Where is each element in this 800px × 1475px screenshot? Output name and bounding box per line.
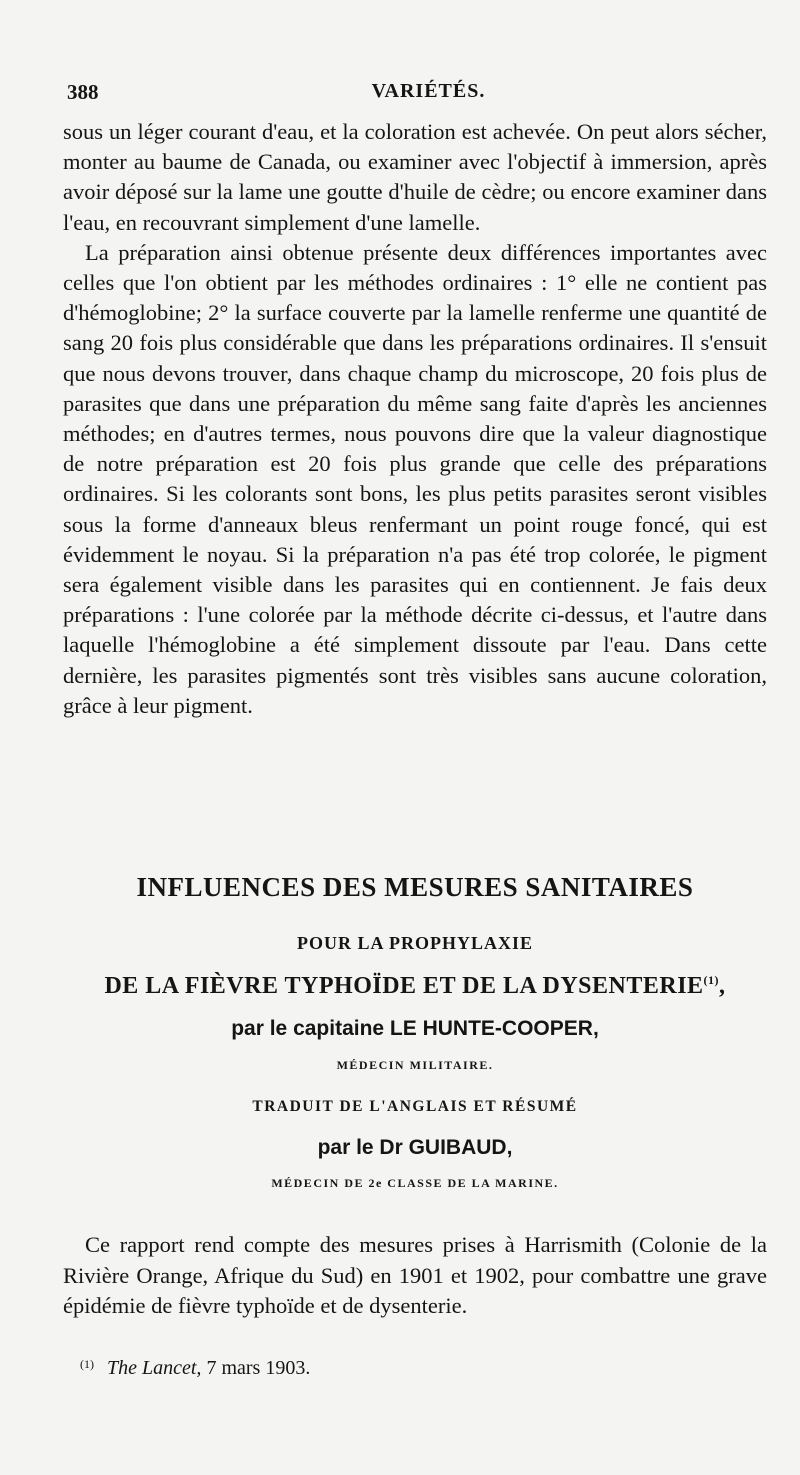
article-title: INFLUENCES DES MESURES SANITAIRES bbox=[136, 872, 694, 902]
footnote-reference: (1) bbox=[703, 973, 720, 987]
running-head: VARIÉTÉS. bbox=[371, 80, 486, 102]
footnote-mark: (1) bbox=[80, 1357, 94, 1371]
footnote-journal: The Lancet, bbox=[107, 1357, 202, 1379]
paragraph-continuation: sous un léger courant d'eau, et la coloration est achevée. On peut alors sécher, monter au baume de Canada, ou examiner avec l'objectif à immersion, après avoir déposé sur la lame une goutte d'huile de cèdre; ou encore examiner dans l'eau, en recouvrant simplement d'une lamelle. bbox=[63, 119, 767, 235]
author-role: MÉDECIN MILITAIRE. bbox=[336, 1058, 494, 1072]
translation-note: TRADUIT DE L'ANGLAIS ET RÉSUMÉ bbox=[252, 1098, 578, 1115]
body-text bbox=[63, 117, 767, 721]
footnote bbox=[80, 1357, 310, 1380]
footnote-date: 7 mars 1903. bbox=[206, 1357, 311, 1379]
page-header bbox=[67, 80, 760, 110]
translator-role: MÉDECIN DE 2e CLASSE DE LA MARINE. bbox=[271, 1176, 559, 1190]
translator: par le Dr GUIBAUD, bbox=[317, 1136, 513, 1159]
article-subtitle: POUR LA PROPHYLAXIE bbox=[296, 933, 533, 953]
page-number: 388 bbox=[67, 80, 99, 104]
article-subtitle-2-text: DE LA FIÈVRE TYPHOÏDE ET DE LA DYSENTERIE bbox=[104, 973, 704, 999]
article-first-paragraph: Ce rapport rend compte des mesures prises à Harrismith (Colonie de la Rivière Orange, Afrique du Sud) en 1901 et 1902, pour combattre une grave épidémie de fièvre typhoïde et de dysenterie. bbox=[63, 1232, 767, 1318]
paragraph: La préparation ainsi obtenue présente deux différences importantes avec celles que l'on obtient par les méthodes ordinaires : 1° elle ne contient pas d'hémoglobine; 2° la surface couverte par la lamelle renferme une quantité de sang 20 fois plus considérable que dans les préparations ordinaires. Il s'ensuit que nous devons trouver, dans chaque champ du microscope, 20 fois plus de parasites que dans une préparation du même sang faite d'après les anciennes méthodes; en d'autres termes, nous pouvons dire que la valeur diagnostique de notre préparation est 20 fois plus grande que celle des préparations ordinaires. Si les colorants sont bons, les plus petits parasites seront visibles sous la forme d'anneaux bleus renfermant un point rouge foncé, qui est évidemment le noyau. Si la préparation n'a pas été trop colorée, le pigment sera également visible dans les parasites qui en contiennent. Je fais deux préparations : l'une colorée par la méthode décrite ci-dessus, et l'autre dans laquelle l'hémoglobine a été simplement dissoute par l'eau. Dans cette dernière, les parasites pigmentés sont très visibles sans aucune coloration, grâce à leur pigment. bbox=[63, 239, 767, 718]
article-author: par le capitaine LE HUNTE-COOPER, bbox=[231, 1017, 599, 1040]
article-subtitle-2: DE LA FIÈVRE TYPHOÏDE ET DE LA DYSENTERIE$^{(1)}$, bbox=[104, 973, 726, 999]
